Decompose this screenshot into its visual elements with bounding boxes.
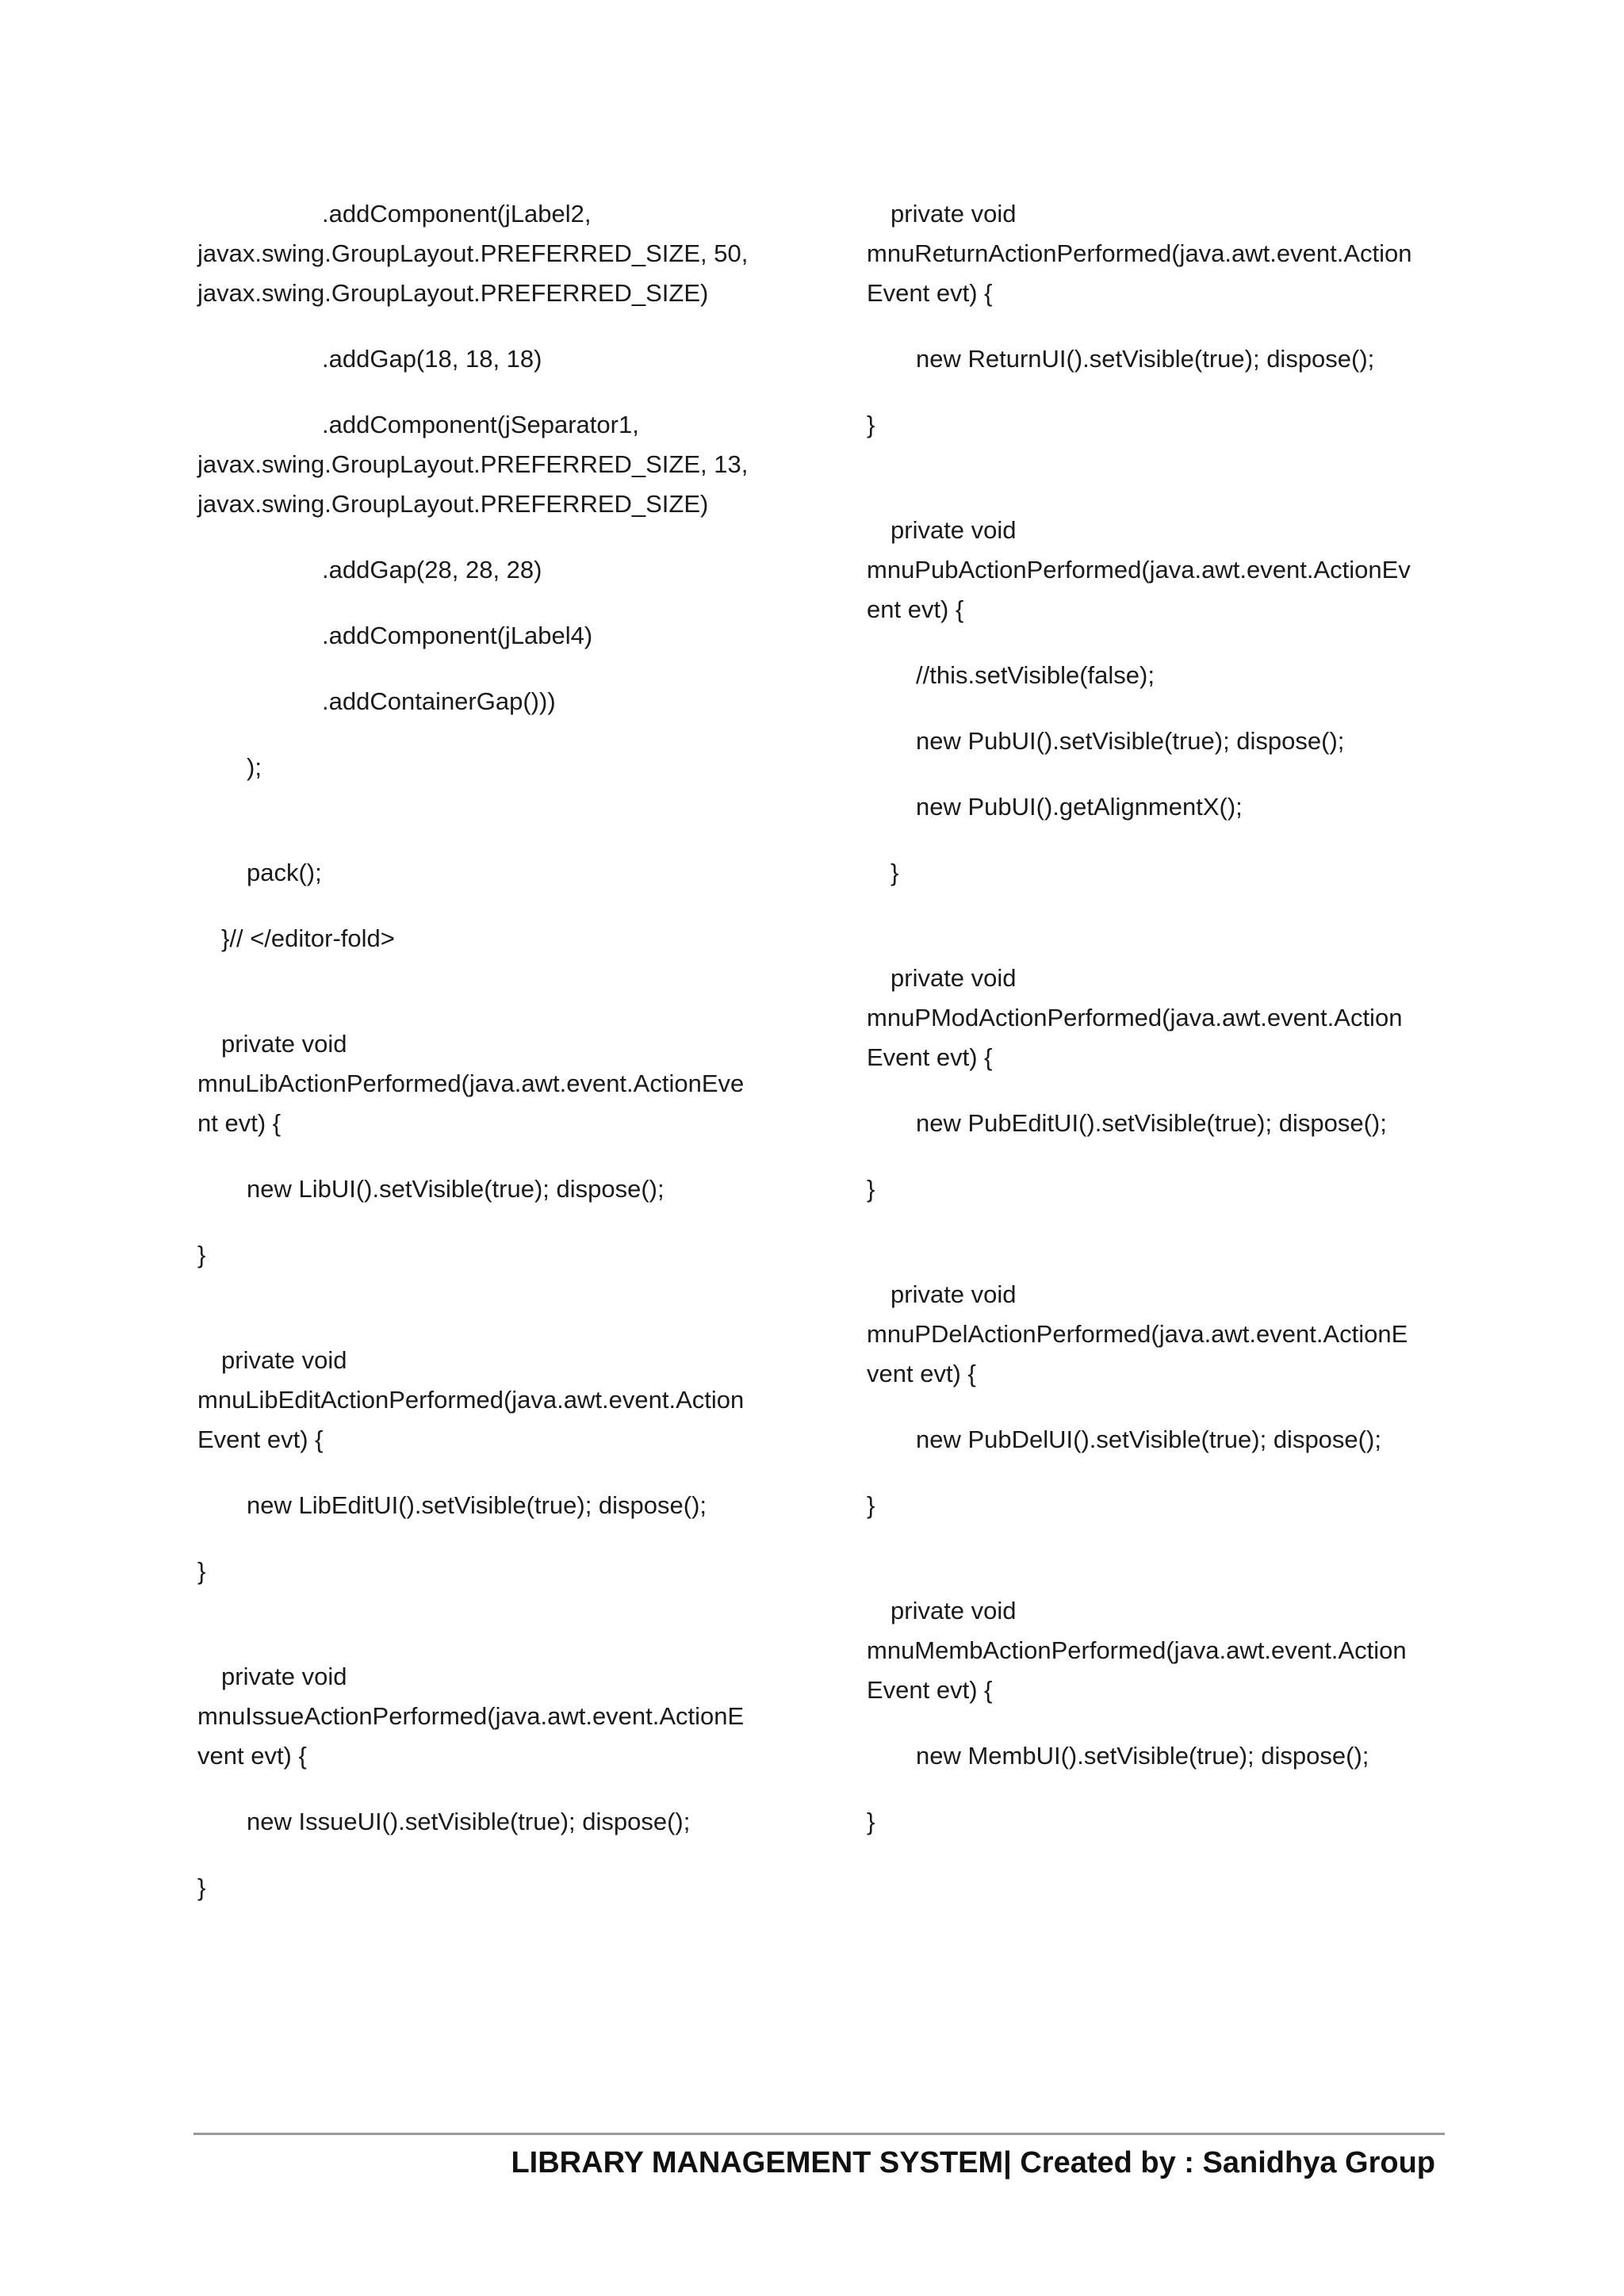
code-statement <box>867 1591 1454 1710</box>
code-line-segment: Event evt) { <box>867 279 993 307</box>
code-line: .addComponent(jLabel4) <box>322 622 593 649</box>
code-line-segment: Event evt) { <box>197 1425 324 1453</box>
code-line-segment: nt evt) { <box>197 1109 282 1137</box>
code-line-segment: vent evt) { <box>867 1360 976 1387</box>
code-line: } <box>867 411 875 438</box>
code-statement <box>197 1024 784 1143</box>
footer-divider <box>193 2133 1445 2135</box>
code-line-segment: mnuPModActionPerformed(java.awt.event.Action <box>867 1004 1403 1031</box>
code-line: new PubUI().getAlignmentX(); <box>916 793 1243 821</box>
code-line-segment: .addComponent(jLabel2, <box>322 200 592 228</box>
code-line: } <box>867 1175 875 1203</box>
code-line: } <box>891 859 899 886</box>
code-line: }// </editor-fold> <box>221 924 395 952</box>
code-line: .addContainerGap())) <box>322 687 556 715</box>
code-line: } <box>197 1241 206 1269</box>
code-line: new LibEditUI().setVisible(true); dispose(); <box>247 1491 707 1519</box>
code-line-segment: javax.swing.GroupLayout.PREFERRED_SIZE, 50, <box>197 239 749 267</box>
code-statement <box>197 1657 784 1776</box>
code-line: //this.setVisible(false); <box>916 661 1155 689</box>
code-statement <box>867 959 1454 1077</box>
code-line-segment: mnuReturnActionPerformed(java.awt.event.Action <box>867 239 1412 267</box>
code-line: } <box>867 1808 875 1835</box>
code-line: new PubUI().setVisible(true); dispose(); <box>916 727 1345 755</box>
code-line-segment: vent evt) { <box>197 1742 307 1770</box>
code-line-segment: javax.swing.GroupLayout.PREFERRED_SIZE) <box>197 490 709 518</box>
code-statement <box>867 1275 1454 1394</box>
code-line-segment: ent evt) { <box>867 595 964 623</box>
blank-line <box>197 985 784 1024</box>
blank-line <box>867 1552 1454 1591</box>
code-line-segment: mnuPDelActionPerformed(java.awt.event.ActionE <box>867 1320 1408 1348</box>
code-line-segment: private void <box>891 1597 1017 1624</box>
code-line-segment: private void <box>891 200 1017 228</box>
code-statement <box>867 511 1454 629</box>
code-line-segment: private void <box>221 1346 347 1374</box>
code-line: new IssueUI().setVisible(true); dispose(); <box>247 1808 691 1835</box>
blank-line <box>867 919 1454 959</box>
code-line-segment: mnuMembActionPerformed(java.awt.event.Action <box>867 1636 1407 1664</box>
code-line-segment: javax.swing.GroupLayout.PREFERRED_SIZE, 13, <box>197 450 749 478</box>
code-line-segment: mnuLibActionPerformed(java.awt.event.ActionEve <box>197 1070 745 1097</box>
code-line: new MembUI().setVisible(true); dispose(); <box>916 1742 1369 1770</box>
code-statement <box>197 1341 784 1460</box>
code-line-segment: mnuLibEditActionPerformed(java.awt.event.Action <box>197 1386 745 1414</box>
code-line: ); <box>247 753 262 781</box>
code-line: new PubEditUI().setVisible(true); dispose(); <box>916 1109 1387 1137</box>
code-line-segment: private void <box>221 1663 347 1690</box>
code-line: .addGap(28, 28, 28) <box>322 556 542 584</box>
code-line: new LibUI().setVisible(true); dispose(); <box>247 1175 665 1203</box>
code-line: new ReturnUI().setVisible(true); dispose(); <box>916 345 1375 373</box>
code-line-segment: private void <box>891 516 1017 544</box>
left-code-column <box>197 194 784 1934</box>
code-line: } <box>197 1557 206 1585</box>
code-line-segment: mnuPubActionPerformed(java.awt.event.ActionEv <box>867 556 1411 584</box>
code-line-segment: Event evt) { <box>867 1676 993 1704</box>
code-line-segment: javax.swing.GroupLayout.PREFERRED_SIZE) <box>197 279 709 307</box>
code-line-segment: mnuIssueActionPerformed(java.awt.event.ActionE <box>197 1702 745 1730</box>
footer-title: LIBRARY MANAGEMENT SYSTEM| Created by : Sanidhya Group <box>511 2146 1435 2179</box>
blank-line <box>197 813 784 853</box>
code-line: new PubDelUI().setVisible(true); dispose(); <box>916 1425 1381 1453</box>
code-line: pack(); <box>247 859 322 886</box>
blank-line <box>197 1617 784 1657</box>
code-statement <box>197 405 784 524</box>
blank-line <box>867 471 1454 511</box>
code-line: } <box>197 1873 206 1901</box>
code-line-segment: .addComponent(jSeparator1, <box>322 411 639 438</box>
code-line-segment: private void <box>891 964 1017 992</box>
code-line-segment: private void <box>221 1030 347 1058</box>
code-statement <box>197 194 784 313</box>
code-statement <box>867 194 1454 313</box>
right-code-column <box>867 194 1454 1868</box>
code-line: .addGap(18, 18, 18) <box>322 345 542 373</box>
blank-line <box>867 1235 1454 1275</box>
code-line: } <box>867 1491 875 1519</box>
code-line-segment: private void <box>891 1280 1017 1308</box>
code-line-segment: Event evt) { <box>867 1043 993 1071</box>
blank-line <box>197 1301 784 1341</box>
